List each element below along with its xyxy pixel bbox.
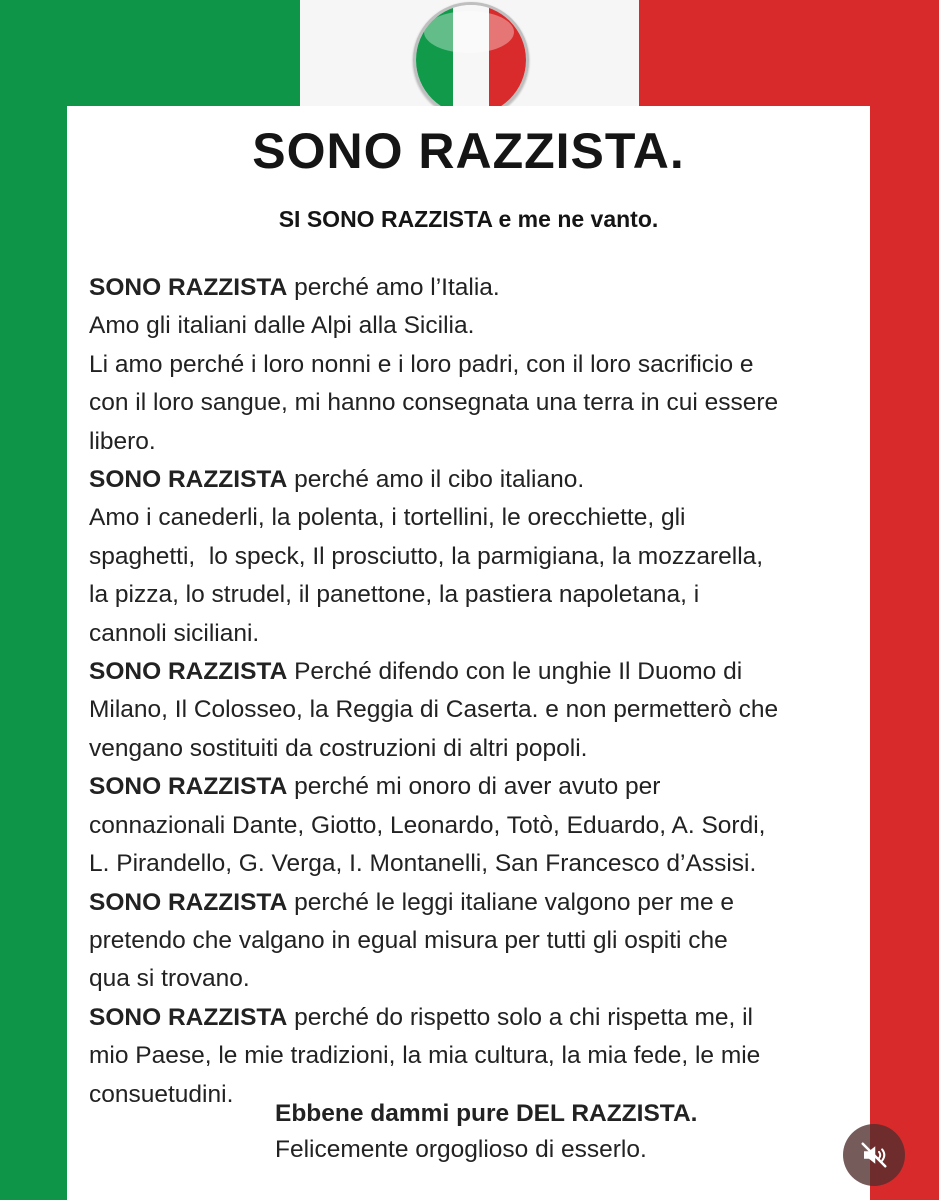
paragraph-line: Perché difendo con le unghie Il Duomo di — [287, 658, 743, 686]
paragraph-keyword: SONO RAZZISTA — [89, 1003, 288, 1031]
closing-line-1: Ebbene dammi pure DEL RAZZISTA. — [275, 1100, 698, 1127]
paragraph-line: vengano sostituiti da costruzioni di altri popoli. — [89, 734, 588, 762]
italian-flag-emblem-icon — [413, 2, 529, 118]
paragraph-line: perché do rispetto solo a chi rispetta me, il — [287, 1003, 753, 1031]
closing-text — [275, 1096, 697, 1168]
paragraph-line: perché mi onoro di aver avuto per — [287, 773, 661, 801]
paragraph-line: perché le leggi italiane valgono per me e — [287, 888, 734, 916]
closing-line-2: Felicemente orgoglioso di esserlo. — [275, 1136, 647, 1163]
subtitle-bold: SI SONO RAZZISTA — [278, 206, 493, 232]
paragraph-line: Amo gli italiani dalle Alpi alla Sicilia. — [89, 312, 475, 340]
subtitle — [67, 206, 870, 233]
paragraph-line: la pizza, lo strudel, il panettone, la pastiera napoletana, i — [89, 581, 700, 609]
text-card — [67, 106, 870, 1200]
paragraph-line: Amo i canederli, la polenta, i tortellini, le orecchiette, gli — [89, 504, 686, 532]
paragraph-line: Milano, Il Colosseo, la Reggia di Caserta. e non permetterò che — [89, 696, 779, 724]
paragraph-line: perché amo il cibo italiano. — [287, 466, 585, 494]
paragraph — [89, 768, 859, 883]
paragraph-keyword: SONO RAZZISTA — [89, 658, 288, 686]
paragraph-keyword: SONO RAZZISTA — [89, 466, 288, 494]
paragraph-keyword: SONO RAZZISTA — [89, 773, 288, 801]
subtitle-rest: e me ne vanto. — [492, 206, 659, 232]
paragraph-line: spaghetti, lo speck, Il prosciutto, la parmigiana, la mozzarella, — [89, 542, 764, 570]
paragraph-line: L. Pirandello, G. Verga, I. Montanelli, San Francesco d’Assisi. — [89, 850, 757, 878]
paragraph-line: pretendo che valgano in egual misura per tutti gli ospiti che — [89, 926, 728, 954]
page-title: SONO RAZZISTA. — [252, 123, 685, 179]
paragraph-line: consuetudini. — [89, 1080, 234, 1108]
paragraph — [89, 653, 859, 768]
paragraph-keyword: SONO RAZZISTA — [89, 888, 288, 916]
paragraph — [89, 884, 859, 999]
paragraph-keyword: SONO RAZZISTA — [89, 274, 288, 301]
paragraph-line: libero. — [89, 427, 156, 455]
paragraph — [89, 461, 859, 653]
paragraph-line: perché amo l’Italia. — [287, 274, 500, 301]
paragraph-line: mio Paese, le mie tradizioni, la mia cultura, la mia fede, le mie — [89, 1042, 761, 1070]
paragraph-line: connazionali Dante, Giotto, Leonardo, Totò, Eduardo, A. Sordi, — [89, 811, 766, 839]
paragraph — [89, 269, 859, 461]
paragraph-line: qua si trovano. — [89, 965, 250, 993]
body-text — [89, 269, 859, 1114]
paragraph-line: Li amo perché i loro nonni e i loro padri, con il loro sacrificio e — [89, 350, 754, 378]
paragraph-line: con il loro sangue, mi hanno consegnata una terra in cui essere — [89, 389, 779, 417]
paragraph-line: cannoli siciliani. — [89, 619, 260, 647]
mute-button[interactable] — [843, 1124, 905, 1186]
speaker-muted-icon — [859, 1140, 889, 1170]
